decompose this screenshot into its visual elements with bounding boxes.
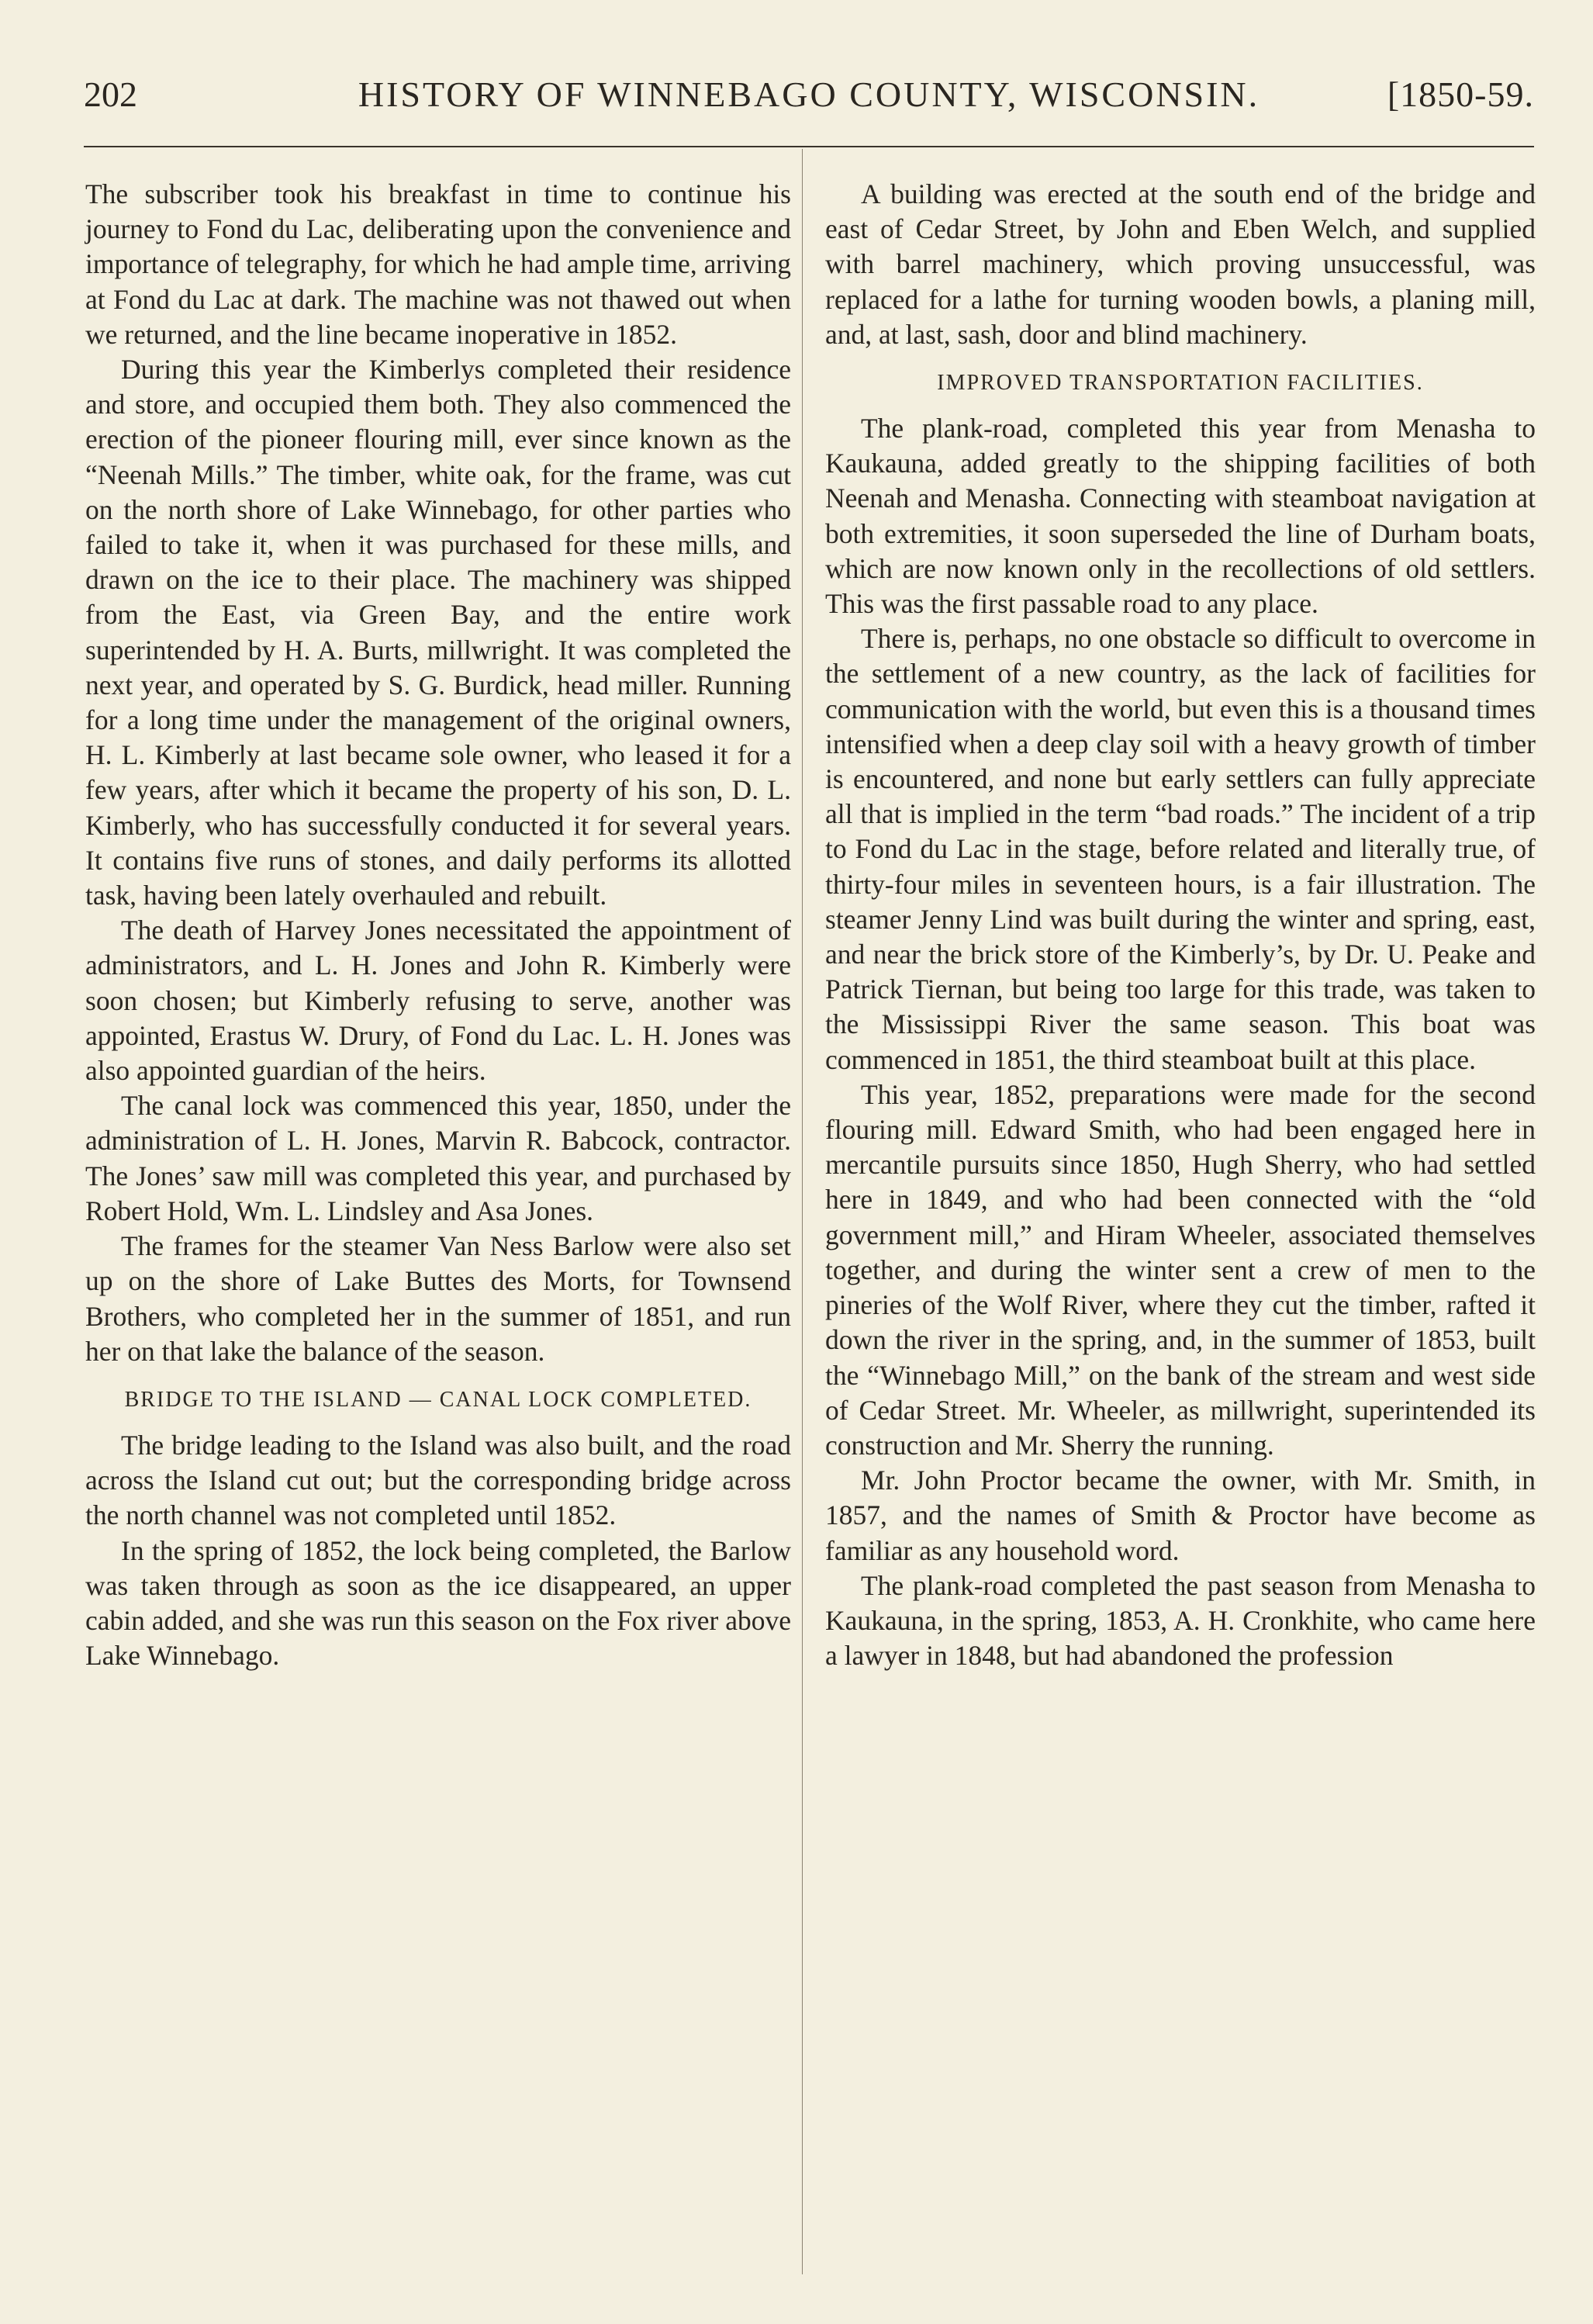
paragraph: The bridge leading to the Island was also built, and the road across the Island cut out; but the corresponding bridge across the north channel was not completed until 1852. — [85, 1429, 791, 1531]
paragraph: The canal lock was commenced this year, 1850, under the administration of L. H. Jones, Marvin R. Babcock, contractor. The Jones’ saw mill was completed this year, and purchased by Robert Hold, Wm. L. Lindsley and Asa Jones. — [85, 1090, 791, 1226]
paragraph: The plank-road completed the past season from Menasha to Kaukauna, in the spring, 1853, A. H. Cronkhite, who came here a lawyer in 1848, but had abandoned the profession — [825, 1569, 1536, 1672]
paragraph: Mr. John Proctor became the owner, with Mr. Smith, in 1857, and the names of Smith & Proctor have become as familiar as any household word. — [825, 1465, 1536, 1566]
paragraph: A building was erected at the south end of the bridge and east of Cedar Street, by John and Eben Welch, and supplied with barrel machinery, which proving unsuccessful, was replaced for a lathe for turning wooden bowls, a planing mill, and, at last, sash, door and blind machinery. — [825, 178, 1536, 350]
page-header — [84, 71, 1534, 118]
date-range: [1850-59. — [1387, 74, 1534, 114]
paragraph: This year, 1852, preparations were made for the second flouring mill. Edward Smith, who had been engaged here in mercantile pursuits since 1850, Hugh Sherry, who had settled here in 1849, and who had been connected with the “old government mill,” and Hiram Wheeler, associated themselves together, and during the winter sent a crew of men to the pineries of the Wolf River, where they cut the timber, rafted it down the river in the spring, and, in the summer of 1853, built the “Winnebago Mill,” on the bank of the stream and west side of Cedar Street. Mr. Wheeler, as millwright, superintended its construction and Mr. Sherry the running. — [825, 1078, 1536, 1461]
right-column — [825, 177, 1536, 1673]
column-divider — [802, 149, 803, 2274]
header-rule — [84, 146, 1534, 147]
left-column — [85, 177, 791, 1673]
paragraph: There is, perhaps, no one obstacle so difficult to overcome in the settlement of a new country, as the lack of facilities for communication with the world, but even this is a thousand times intensified when a deep clay soil with a heavy growth of timber is encountered, and none but early settlers can fully appreciate all that is implied in the term “bad roads.” The incident of a trip to Fond du Lac in the stage, before related and literally true, of thirty-four miles in seventeen hours, is a fair illustration. The steamer Jenny Lind was built during the winter and spring, east, and near the brick store of the Kimberly’s, by Dr. U. Peake and Patrick Tiernan, but being too large for this trade, was taken to the Mississippi River the same season. This boat was commenced in 1851, the third steamboat built at this place. — [825, 623, 1536, 1075]
paragraph: In the spring of 1852, the lock being completed, the Barlow was taken through as soon as the ice disappeared, an upper cabin added, and she was run this season on the Fox river above Lake Winnebago. — [85, 1534, 791, 1672]
running-title: HISTORY OF WINNEBAGO COUNTY, WISCONSIN. — [358, 74, 1260, 114]
paragraph: The death of Harvey Jones necessitated the appointment of administrators, and L. H. Jones and John R. Kimberly were soon chosen; but Kimberly refusing to serve, another was appointed, Erastus W. Drury, of Fond du Lac. L. H. Jones was also appointed guardian of the heirs. — [85, 915, 791, 1087]
paragraph: The plank-road, completed this year from Menasha to Kaukauna, added greatly to the shipping facilities of both Neenah and Menasha. Connecting with steamboat navigation at both extremities, it soon superseded the line of Durham boats, which are now known only in the recollections of old settlers. This was the first passable road to any place. — [825, 413, 1536, 620]
page-number: 202 — [84, 74, 137, 114]
paragraph: During this year the Kimberlys completed their residence and store, and occupied them both. They also commenced the erection of the pioneer flouring mill, ever since known as the “Neenah Mills.” The timber, white oak, for the frame, was cut on the north shore of Lake Winnebago, for other parties who failed to take it, when it was purchased for these mills, and drawn on the ice to their place. The machinery was shipped from the East, via Green Bay, and the entire work superintended by H. A. Burts, millwright. It was completed the next year, and operated by S. G. Burdick, head miller. Running for a long time under the management of the original owners, H. L. Kimberly at last became sole owner, who leased it for a few years, after which it became the property of his son, D. L. Kimberly, who has successfully conducted it for several years. It contains five runs of stones, and daily performs its allotted task, having been lately overhauled and rebuilt. — [85, 354, 791, 911]
paragraph: The frames for the steamer Van Ness Barlow were also set up on the shore of Lake Buttes des Morts, for Townsend Brothers, who completed her in the summer of 1851, and run her on that lake the balance of the season. — [85, 1230, 791, 1367]
section-heading: BRIDGE TO THE ISLAND — CANAL LOCK COMPLETED. — [124, 1387, 752, 1412]
paragraph: The subscriber took his breakfast in time to continue his journey to Fond du Lac, deliberating upon the convenience and importance of telegraphy, for which he had ample time, arriving at Fond du Lac at dark. The machine was not thawed out when we returned, and the line became inoperative in 1852. — [85, 178, 791, 350]
section-heading: IMPROVED TRANSPORTATION FACILITIES. — [937, 371, 1424, 396]
